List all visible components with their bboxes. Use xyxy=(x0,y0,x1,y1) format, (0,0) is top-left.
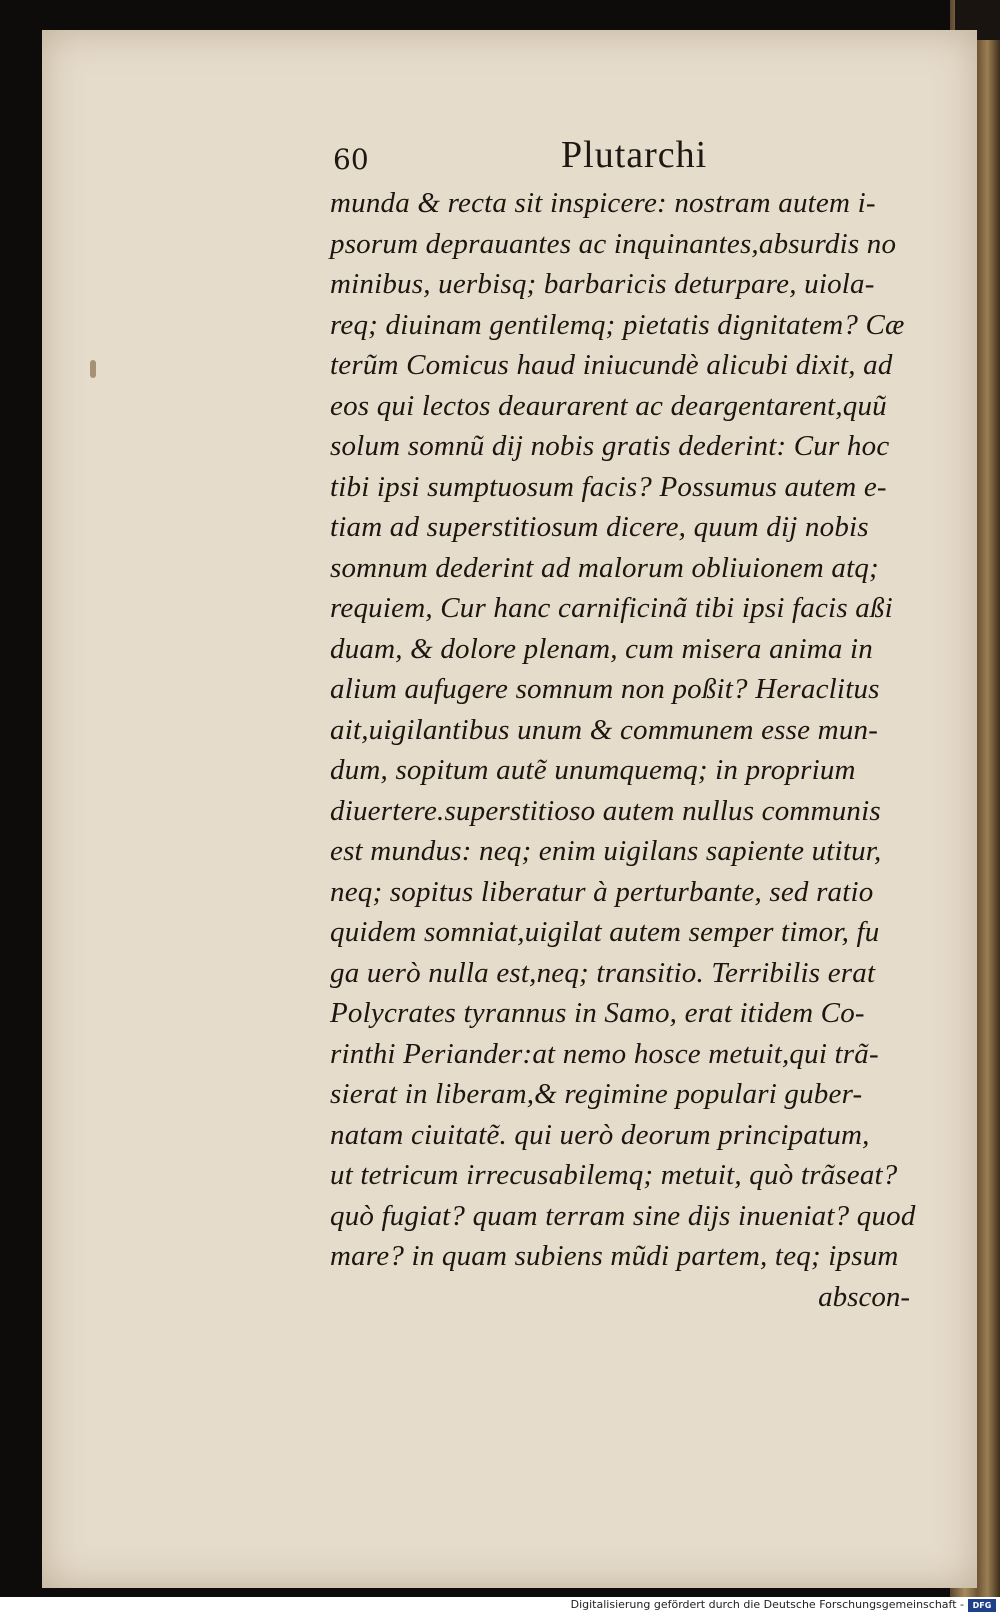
footer-bar xyxy=(0,1597,1000,1615)
text-line: sierat in liberam,& regimine populari guber- xyxy=(330,1078,863,1110)
text-line: quò fugiat? quam terram sine dijs inueniat? quod xyxy=(330,1199,916,1232)
text-line: mare? in quam subiens mũdi partem, teq; ipsum xyxy=(330,1240,899,1272)
catchword: abscon- xyxy=(818,1280,910,1313)
running-head xyxy=(333,133,933,185)
dfg-logo: DFG xyxy=(968,1599,996,1612)
text-line: quidem somniat,uigilat autem semper timor, fu xyxy=(330,916,880,948)
text-line: alium aufugere somnum non poßit? Heraclitus xyxy=(330,673,880,705)
body-text xyxy=(330,183,940,1317)
text-line: ait,uigilantibus unum & communem esse mun- xyxy=(330,713,879,746)
text-line: tiam ad superstitiosum dicere, quum dij nobis xyxy=(330,511,869,543)
text-line: minibus, uerbisq; barbaricis deturpare, uiola- xyxy=(330,268,875,300)
text-line: duam, & dolore plenam, cum misera anima in xyxy=(330,632,873,665)
text-line: eos qui lectos deaurarent ac deargentarent,quũ xyxy=(330,389,887,422)
text-line: munda & recta sit inspicere: nostram autem i- xyxy=(330,187,876,219)
text-line: psorum deprauantes ac inquinantes,absurdis no xyxy=(330,227,897,260)
text-line: solum somnũ dij nobis gratis dederint: Cur hoc xyxy=(330,430,890,462)
text-line: diuertere.superstitioso autem nullus communis xyxy=(330,794,881,827)
text-line: somnum dederint ad malorum obliuionem atq; xyxy=(330,551,879,584)
text-line: natam ciuitatẽ. qui uerò deorum principatum, xyxy=(330,1118,870,1151)
text-line: est mundus: neq; enim uigilans sapiente utitur, xyxy=(330,835,882,867)
text-line: ga uerò nulla est,neq; transitio. Terribilis erat xyxy=(330,956,876,989)
page-stain xyxy=(90,360,96,378)
text-line: requiem, Cur hanc carnificinã tibi ipsi facis aßi xyxy=(330,592,893,624)
text-line: neq; sopitus liberatur à perturbante, sed ratio xyxy=(330,875,874,908)
running-title: Plutarchi xyxy=(561,134,708,176)
funding-credit: Digitalisierung gefördert durch die Deutsche Forschungsgemeinschaft - xyxy=(570,1598,964,1611)
page-number: 60 xyxy=(333,143,369,176)
text-line: dum, sopitum autẽ unumquemq; in proprium xyxy=(330,754,856,786)
text-line: req; diuinam gentilemq; pietatis dignitatem? Cæ xyxy=(330,308,905,341)
text-line: Polycrates tyrannus in Samo, erat itidem Co- xyxy=(330,997,865,1029)
text-line: terũm Comicus haud iniucundè alicubi dixit, ad xyxy=(330,349,893,381)
text-line: ut tetricum irrecusabilemq; metuit, quò trãseat? xyxy=(330,1159,898,1191)
text-line: rinthi Periander:at nemo hosce metuit,qui trã- xyxy=(330,1037,879,1070)
text-line: tibi ipsi sumptuosum facis? Possumus autem e- xyxy=(330,470,887,503)
